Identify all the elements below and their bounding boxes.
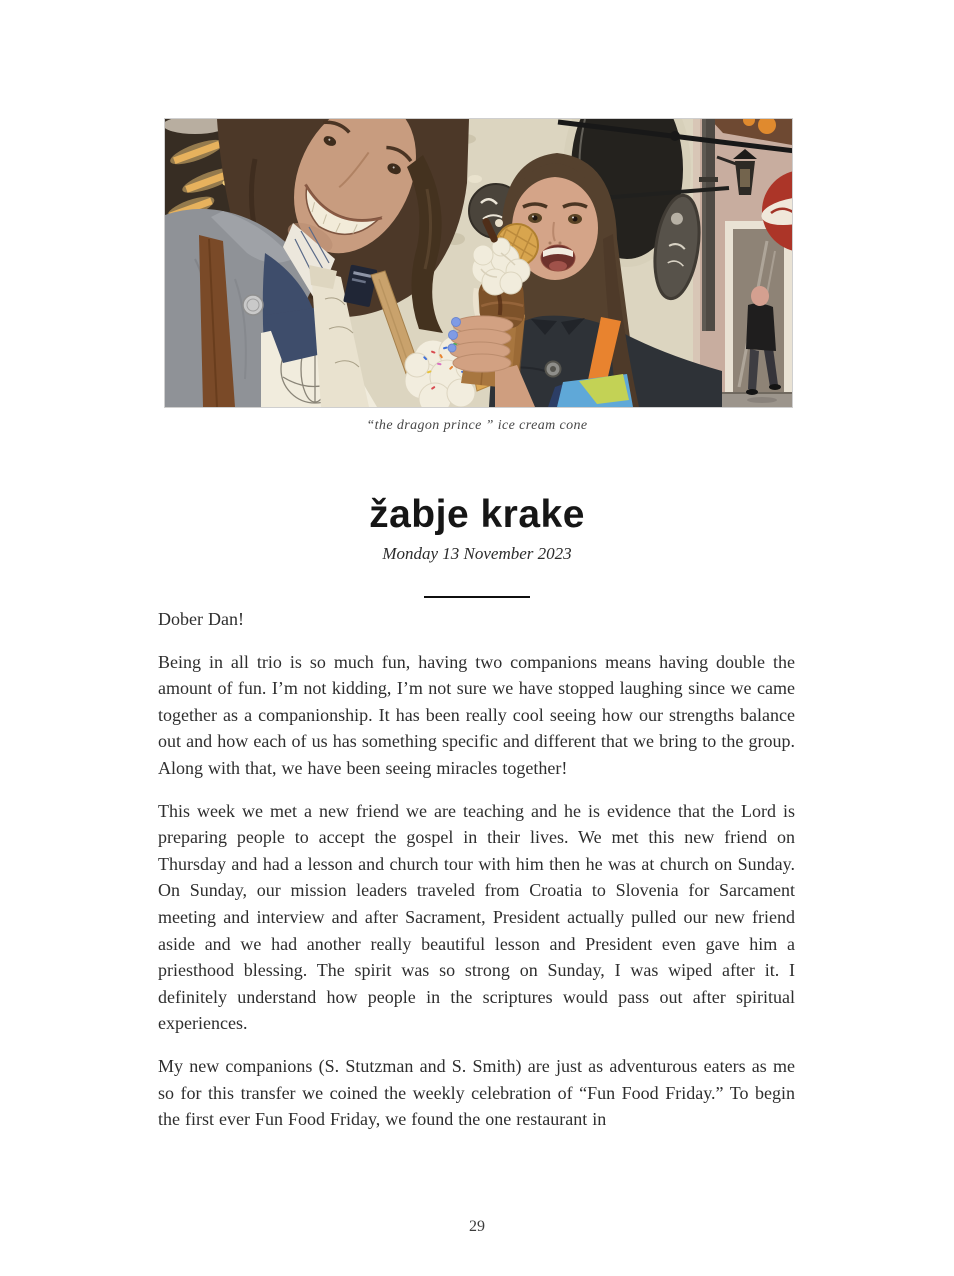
photo-figure (165, 119, 792, 407)
paragraph-3: My new companions (S. Stutzman and S. Smith) are just as adventurous eaters as me so for this transfer we coined the weekly celebration of “Fun Food Friday.” To begin the first ever Fun Food Friday, we found the one restaurant in (158, 1055, 795, 1130)
title-block (0, 492, 954, 565)
painted-nail (452, 318, 461, 327)
letter-body (158, 606, 795, 1149)
coat-button (243, 295, 263, 315)
paragraph-1: Being in all trio is so much fun, having two companions means having double the amount of fun. I’m not kidding, I’m not sure we have stopped laughing since we came together as a companionship. It has been really cool seeing how our strengths balance out and how each of us has something specific and different that we bring to the group. Along with that, we have been seeing miracles together! (158, 651, 795, 778)
page-number: 29 (469, 1218, 485, 1235)
photo-image (165, 119, 792, 407)
paragraph-2: This week we met a new friend we are teaching and he is evidence that the Lord is preparing people to accept the gospel in their lives. We met this new friend on Thursday and had a lesson and church tour with him then he was at church on Sunday. On Sunday, our mission leaders traveled from Croatia to Slovenia for Sarcament meeting and interview and after Sacrament, President actually pulled our new friend aside and we had another really beautiful lesson and President even gave him a priesthood blessing. The spirit was so strong on Sunday, I was wiped after it. I definitely understand how people in the scriptures would pass out after spiritual experiences. (158, 800, 795, 1034)
painted-nail (448, 344, 456, 352)
photo-caption: “the dragon prince ” ice cream cone (366, 418, 588, 433)
painted-nail (449, 331, 458, 340)
section-divider (424, 596, 530, 598)
page-title: žabje krake (369, 493, 585, 536)
greeting: Dober Dan! (158, 609, 244, 629)
date-line: Monday 13 November 2023 (382, 544, 572, 563)
photo (165, 119, 792, 407)
